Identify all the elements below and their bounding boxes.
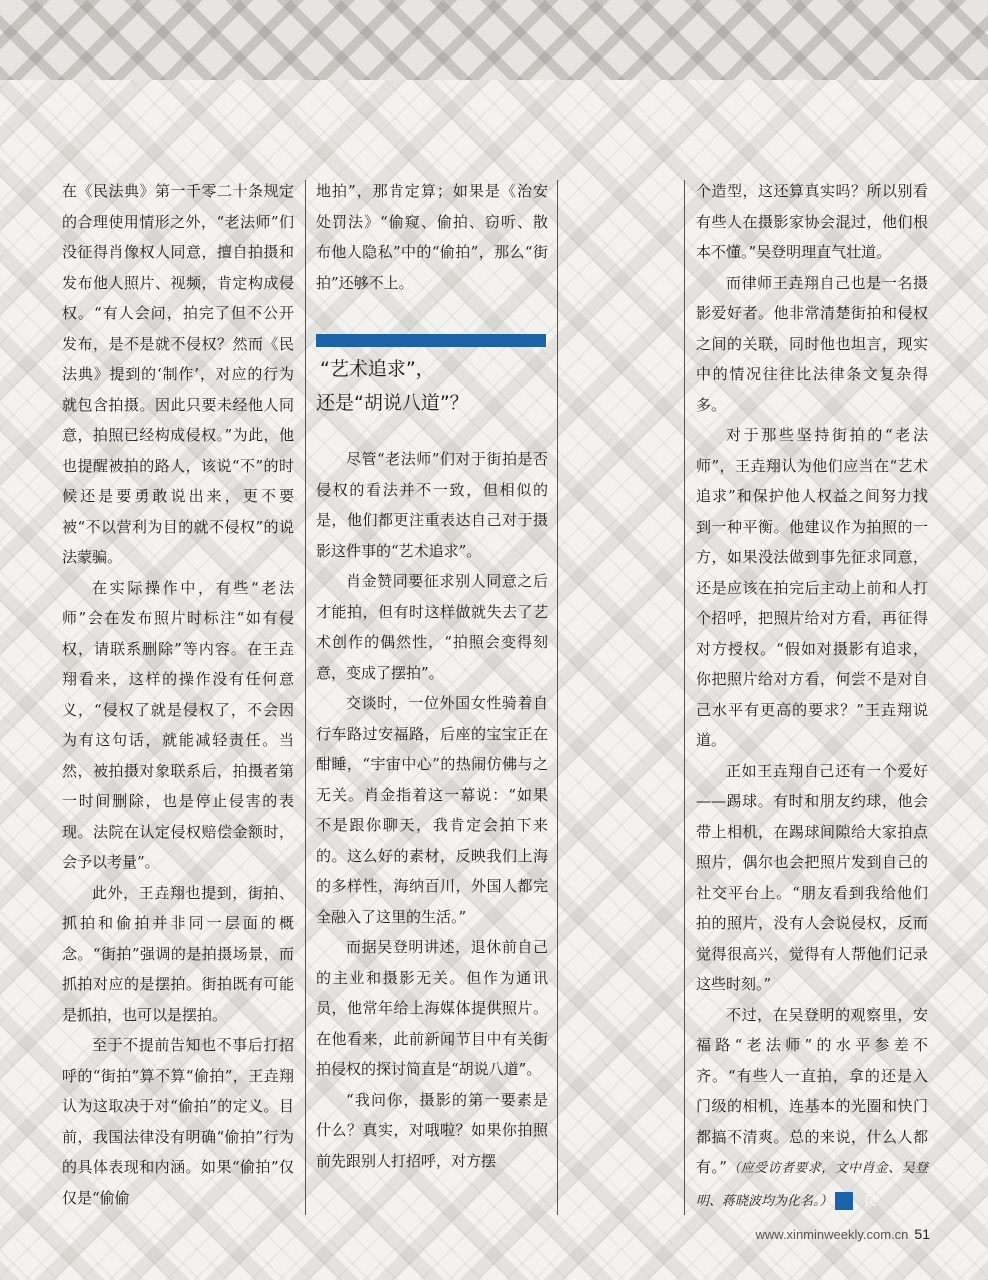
section-heading (316, 352, 556, 420)
paragraph: 地拍”，那肯定算；如果是《治安处罚法》“偷窥、偷拍、窃听、散布他人隐私”中的“偷拍”，那么“街拍”还够不上。 (316, 182, 548, 292)
column-divider (305, 180, 306, 1215)
section-accent-bar (316, 334, 546, 347)
paragraph: 至于不提前告知也不事后打招呼的“街拍”算不算“偷拍”，王垚翔认为这取决于对“偷拍”的定义。目前，我国法律没有明确“偷拍”行为的具体表现和内涵。如果“偷拍”仅仅是“偷偷 (62, 1036, 294, 1207)
footer-url: www.xinminweekly.com.cn (755, 1227, 909, 1242)
section-heading-line: “艺术追求”， (320, 358, 435, 380)
paragraph: 正如王垚翔自己还有一个爱好——踢球。有时和朋友约球，他会带上相机，在踢球间隙给大家拍点照片，偶尔也会把照片发到自己的社交平台上。“朋友看到我给他们拍的照片，没有人会说侵权，反而觉得很高兴，觉得有人帮他们记录这些时刻。” (696, 761, 928, 993)
text-column-3 (696, 176, 928, 1217)
paragraph: “我问你，摄影的第一要素是什么？真实，对哦啦？如果你拍照前先跟别人打招呼，对方摆 (316, 1090, 548, 1170)
paragraph: 交谈时，一位外国女性骑着自行车路过安福路，后座的宝宝正在酣睡，“宇宙中心”的热闹仿佛与之无关。肖金指着这一幕说：“如果不是跟你聊天，我肯定会拍下来的。这么好的素材，反映我们上海的多样性，海纳百川，外国人都完全融入了这里的生活。” (316, 694, 548, 926)
paragraph-text: 不过，在吴登明的观察里，安福路“老法师”的水平参差不齐。“有些人一直拍，拿的还是入门级的相机，连基本的光圈和快门都搞不清爽。总的来说，什么人都有。” (696, 1005, 928, 1176)
column-divider (684, 180, 685, 1215)
text-column-2-lower (316, 444, 548, 1176)
section-heading-line: 还是“胡说八道”？ (316, 392, 469, 414)
paragraph: 肖金赞同要征求别人同意之后才能拍，但有时这样做就失去了艺术创作的偶然性，“拍照会变得刻意，变成了摆拍”。 (316, 572, 548, 682)
page-footer (756, 1226, 931, 1242)
paragraph: 在实际操作中，有些“老法师”会在发布照片时标注“如有侵权，请联系删除”等内容。在王垚翔看来，这样的操作没有任何意义，“侵权了就是侵权了，不会因为有这句话，就能减轻责任。当然，被拍摄对象联系后，拍摄者第一时间删除，也是停止侵害的表现。法院在认定侵权赔偿金额时，会予以考量”。 (62, 578, 294, 871)
decorative-header-band (0, 0, 988, 80)
paragraph: 而律师王垚翔自己也是一名摄影爱好者。他非常清楚街拍和侵权之间的关联，同时他也坦言，现实中的情况往往比法律条文复杂得多。 (696, 273, 928, 414)
paragraph: 尽管“老法师”们对于街拍是否侵权的看法并不一致，但相似的是，他们都更注重表达自己对于摄影这件事的“艺术追求”。 (316, 450, 548, 560)
column-divider (557, 180, 558, 1215)
text-column-1 (62, 176, 294, 1213)
paragraph: 个造型，这还算真实吗？所以别看有些人在摄影家协会混过，他们根本不懂。”吴登明理直气壮道。 (696, 182, 928, 261)
page-number: 51 (914, 1226, 930, 1242)
end-mark-icon: 民 (835, 1192, 853, 1210)
paragraph: 对于那些坚持街拍的“老法师”，王垚翔认为他们应当在“艺术追求”和保护他人权益之间努力找到一种平衡。他建议作为拍照的一方，如果没法做到事先征求同意，还是应该在拍完后主动上前和人打个招呼，把照片给对方看，再征得对方授权。“假如对摄影有追求，你把照片给对方看，何尝不是对自己水平有更高的要求？”王垚翔说道。 (696, 426, 928, 749)
paragraph: 而据吴登明讲述，退休前自己的主业和摄影无关。但作为通讯员，他常年给上海媒体提供照片。在他看来，此前新闻节目中有关街拍侵权的探讨简直是“胡说八道”。 (316, 938, 548, 1078)
text-column-2 (316, 176, 548, 298)
paragraph: 在《民法典》第一千零二十条规定的合理使用情形之外，“老法师”们没征得肖像权人同意，擅自拍摄和发布他人照片、视频，肯定构成侵权。“有人会问，拍完了但不公开发布，是不是就不侵权？然而《民法典》提到的‘制作’，对应的行为就包含拍摄。因此只要未经他人同意，拍照已经构成侵权。”为此，他也提醒被拍的路人，该说“不”的时候还是要勇敢说出来，更不要被“不以营利为目的就不侵权”的说法蒙骗。 (62, 182, 294, 566)
paragraph (696, 1000, 928, 1218)
editor-note: （应受访者要求，文中肖金、吴登明、蒋晓波均为化名。） (696, 1161, 928, 1209)
paragraph: 此外，王垚翔也提到，街拍、抓拍和偷拍并非同一层面的概念。“街拍”强调的是拍摄场景，而抓拍对应的是摆拍。街拍既有可能是抓拍，也可以是摆拍。 (62, 883, 294, 1024)
